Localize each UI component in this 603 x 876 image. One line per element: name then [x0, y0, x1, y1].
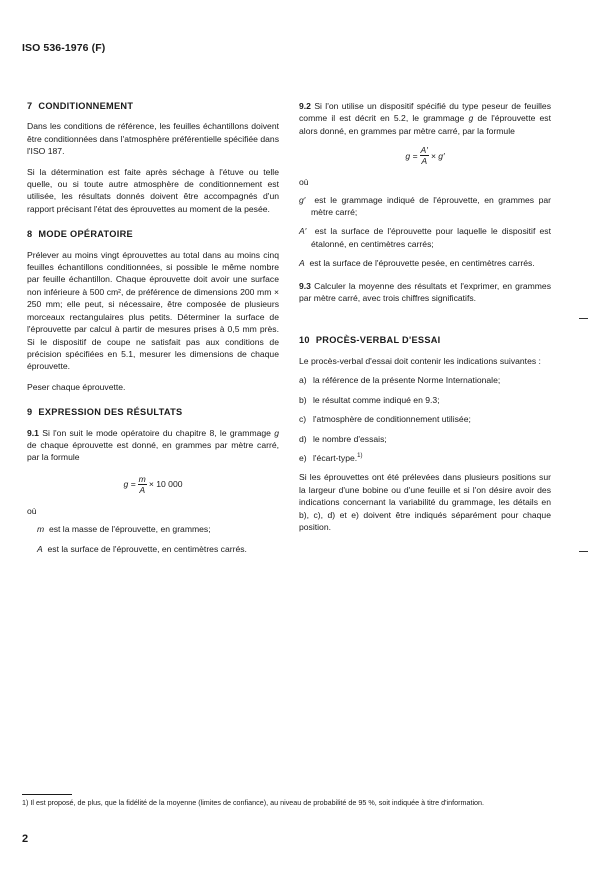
- section-8-heading: 8 MODE OPÉRATOIRE: [27, 229, 133, 240]
- section-9-heading: 9 EXPRESSION DES RÉSULTATS: [27, 407, 183, 418]
- formula-grammage-1: g = $\frac{m}{A}$ × 10 000: [123, 473, 183, 495]
- section-10-intro: Le procès-verbal d'essai doit contenir les indications suivantes :: [299, 355, 541, 366]
- definitions-1: [27, 523, 279, 555]
- section-7-paragraph-2: Si la détermination est faite après séchage à l'étuve ou telle quelle, ou si toute autre atmosphère de conditionnement est utilisée, les résultats donnés doivent être accompagnés d'un rapport précisant l'état des éprouvettes au moment de la pesée.: [27, 166, 279, 214]
- formula-grammage-2: g = $\frac{A'}{A}$ × g′: [405, 145, 445, 167]
- margin-change-mark: [579, 551, 588, 552]
- right-column: [299, 100, 551, 533]
- definitions-2: [299, 194, 551, 270]
- clause-9-3: 9.3 Calculer la moyenne des résultats et l'exprimer, en grammes par mètre carré, avec trois chiffres significatifs.: [299, 280, 552, 304]
- margin-change-mark: [579, 318, 588, 319]
- list-item: b) le résultat comme indiqué en 9.3;: [299, 394, 440, 405]
- section-10-heading: 10 PROCÈS-VERBAL D'ESSAI: [299, 335, 441, 346]
- footnote-reference: 1): [357, 453, 363, 460]
- definition-a-weighed: A est la surface de l'éprouvette pesée, en centimètres carrés.: [299, 258, 535, 269]
- list-item: d) le nombre d'essais;: [299, 433, 387, 444]
- section-8-paragraph-1: Prélever au moins vingt éprouvettes au total dans au moins cinq feuilles échantillons conditionnées, si possible le même nombre par feuille échantillon. Chaque éprouvette doit avoir une surface non inférieure à 500 cm², de préférence de dimensions 200 mm × 250 mm; elle peut, si nécessaire, être composée de plusieurs morceaux rectangulaires plus petits. Déterminer la surface de l'éprouvette par calcul à partir de mesures prises à 0,5 mm près. Si le dispositif de coupe ne satisfait pas aux conditions de précision spécifiées en 5.1, mesurer les dimensions de chaque éprouvette.: [27, 249, 279, 372]
- clause-9-2: 9.2 Si l'on utilise un dispositif spécifié du type peseur de feuilles comme il est décrit en 5.2, le grammage g de l'éprouvette est alors donné, en grammes par mètre carré, par la formule: [299, 101, 552, 136]
- report-items-list: [299, 374, 551, 464]
- clause-9-1: 9.1 Si l'on suit le mode opératoire du chapitre 8, le grammage g de chaque éprouvette est donné, en grammes par mètre carré, par la formule: [27, 427, 279, 463]
- definition-a-prime: A′ est la surface de l'éprouvette pour laquelle le dispositif est étalonné, en centimètres carrés;: [299, 226, 551, 249]
- where-label-2: où: [299, 177, 309, 188]
- section-7-heading: 7 CONDITIONNEMENT: [27, 101, 134, 111]
- list-item: a) la référence de la présente Norme Internationale;: [299, 375, 501, 386]
- list-item: c) l'atmosphère de conditionnement utilisée;: [299, 414, 471, 425]
- section-8-paragraph-2: Peser chaque éprouvette.: [27, 381, 126, 392]
- list-item: e) l'écart-type.$^{1)}$: [299, 452, 363, 463]
- definition-a: A est la surface de l'éprouvette, en centimètres carrés.: [37, 543, 247, 554]
- footnote-separator: [22, 794, 72, 795]
- footnote: 1) Il est proposé, de plus, que la fidélité de la moyenne (limites de confiance), au niveau de probabilité de 95 %, soit indiquée à titre d'information.: [22, 798, 485, 807]
- definition-g-prime: g′ est le grammage indiqué de l'éprouvette, en grammes par mètre carré;: [299, 194, 551, 218]
- definition-m: m est la masse de l'éprouvette, en grammes;: [37, 524, 211, 535]
- left-column: [27, 100, 279, 555]
- page-number: 2: [22, 833, 29, 845]
- where-label-1: où: [27, 505, 37, 516]
- section-10-closing: Si les éprouvettes ont été prélevées dans plusieurs positions sur la largeur d'une bobine ou d'une feuille et si l'on désire avoir des indications concernant la variabilité du grammage, les détails en b), c), d) et e) doivent être indiqués séparément pour chaque position.: [299, 472, 551, 532]
- document-header: ISO 536-1976 (F): [22, 42, 106, 54]
- section-7-paragraph-1: Dans les conditions de référence, les feuilles échantillons doivent être conditionnées dans l'atmosphère préférentielle spécifiée dans l'ISO 187.: [27, 121, 279, 157]
